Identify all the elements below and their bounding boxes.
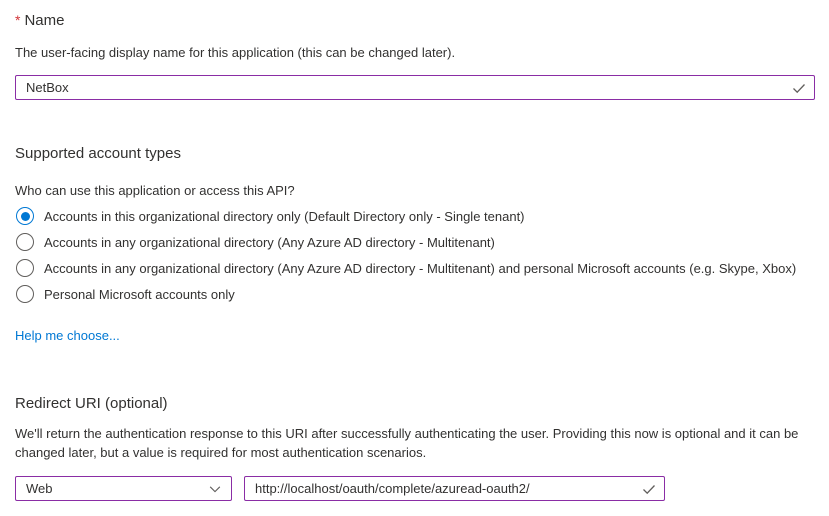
radio-option-label: Accounts in any organizational directory (Any Azure AD directory - Multitenant) and personal Microsoft accounts (e.g. Skype, Xbox) bbox=[44, 260, 797, 276]
radio-option-label: Personal Microsoft accounts only bbox=[44, 286, 235, 302]
radio-option-label: Accounts in this organizational directory only (Default Directory only - Single tenant) bbox=[44, 208, 525, 224]
radio-option-single-tenant[interactable] bbox=[15, 203, 815, 229]
redirect-uri-input-wrapper bbox=[244, 476, 665, 501]
name-input[interactable] bbox=[15, 75, 815, 100]
chevron-down-icon bbox=[208, 482, 222, 496]
help-me-choose-link[interactable]: Help me choose... bbox=[15, 328, 120, 343]
radio-button-icon[interactable] bbox=[16, 233, 34, 251]
radio-option-personal-only[interactable] bbox=[15, 281, 815, 307]
redirect-uri-description: We'll return the authentication response to this URI after successfully authenticating the user. Providing this now is optional and it can be changed later, but a value is required for most authentication scenarios. bbox=[15, 426, 799, 460]
platform-select-dropdown[interactable] bbox=[15, 476, 232, 501]
account-types-question: Who can use this application or access this API? bbox=[15, 183, 295, 198]
name-field-description: The user-facing display name for this application (this can be changed later). bbox=[15, 45, 456, 60]
radio-button-icon[interactable] bbox=[16, 259, 34, 277]
radio-option-multitenant-personal[interactable] bbox=[15, 255, 815, 281]
radio-button-icon[interactable] bbox=[16, 207, 34, 225]
radio-option-label: Accounts in any organizational directory (Any Azure AD directory - Multitenant) bbox=[44, 234, 495, 250]
redirect-uri-input[interactable] bbox=[244, 476, 665, 501]
account-types-radio-group bbox=[15, 203, 815, 307]
name-field-label-row bbox=[15, 10, 815, 31]
radio-button-icon[interactable] bbox=[16, 285, 34, 303]
radio-option-multitenant[interactable] bbox=[15, 229, 815, 255]
redirect-uri-title: Redirect URI (optional) bbox=[15, 395, 168, 412]
name-input-wrapper bbox=[15, 75, 815, 100]
redirect-uri-controls bbox=[15, 476, 815, 501]
required-asterisk: * bbox=[15, 12, 21, 28]
name-field-label: Name bbox=[24, 12, 65, 29]
platform-select-value: Web bbox=[26, 481, 53, 496]
supported-account-types-title: Supported account types bbox=[15, 145, 181, 162]
